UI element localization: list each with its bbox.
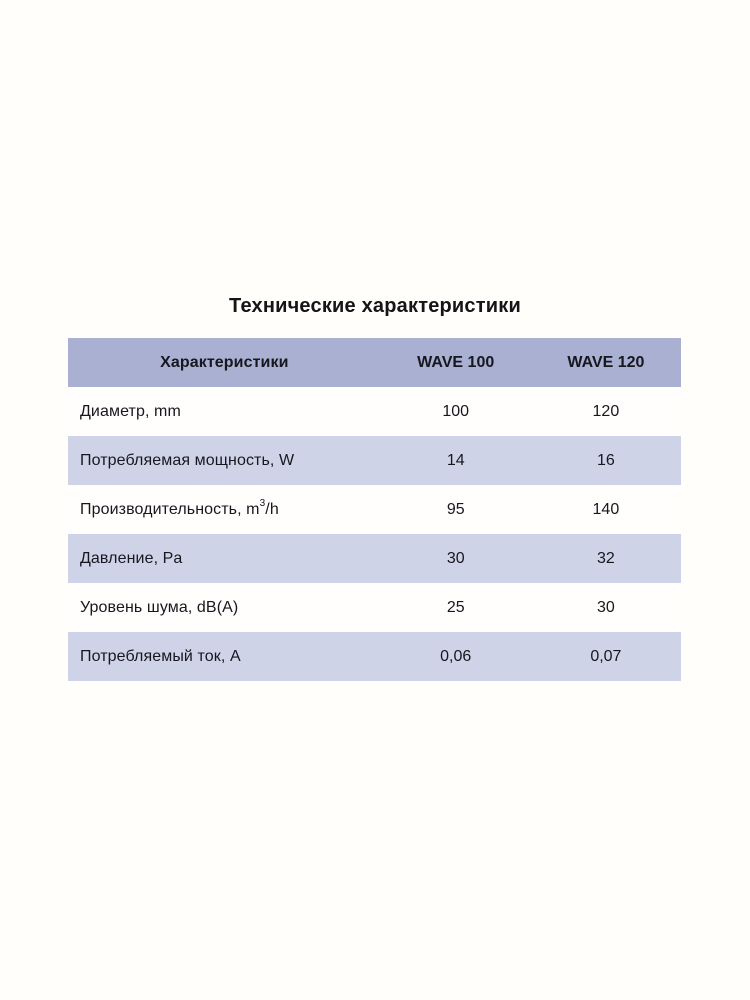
table-row-power	[68, 436, 681, 485]
row-value-wave-100: 14	[446, 451, 465, 469]
row-value-wave-120: 32	[596, 549, 615, 567]
row-label: Диаметр, mm	[80, 402, 181, 420]
row-value-wave-120: 120	[592, 402, 620, 420]
table-row-current	[68, 632, 681, 681]
row-label	[68, 498, 381, 519]
row-label: Потребляемый ток, A	[80, 647, 241, 665]
row-value-wave-120: 30	[596, 598, 615, 616]
row-label-rest: /h	[265, 500, 279, 518]
row-label-base: Производительность, m	[80, 500, 260, 518]
row-label-superscript: 3	[259, 498, 266, 510]
row-value-wave-120: 0,07	[590, 647, 622, 665]
row-value-wave-100: 30	[446, 549, 465, 567]
row-value-wave-100: 0,06	[440, 647, 472, 665]
table-row-noise-level	[68, 583, 681, 632]
column-header-wave-120: WAVE 120	[567, 353, 645, 371]
page-title: Технические характеристики	[229, 295, 521, 317]
column-header-characteristics: Характеристики	[160, 353, 289, 371]
row-label: Потребляемая мощность, W	[80, 451, 295, 469]
row-value-wave-100: 100	[442, 402, 470, 420]
row-label: Уровень шума, dB(A)	[80, 598, 239, 616]
table-row-pressure	[68, 534, 681, 583]
table-header-row	[68, 338, 681, 387]
table-row-diameter	[68, 387, 681, 436]
row-value-wave-100: 25	[446, 598, 465, 616]
row-value-wave-100: 95	[446, 500, 465, 518]
column-header-wave-100: WAVE 100	[417, 353, 495, 371]
table-row-capacity	[68, 485, 681, 534]
row-value-wave-120: 16	[596, 451, 615, 469]
spec-table	[68, 338, 681, 681]
row-label: Давление, Pa	[80, 549, 183, 567]
row-value-wave-120: 140	[592, 500, 620, 518]
